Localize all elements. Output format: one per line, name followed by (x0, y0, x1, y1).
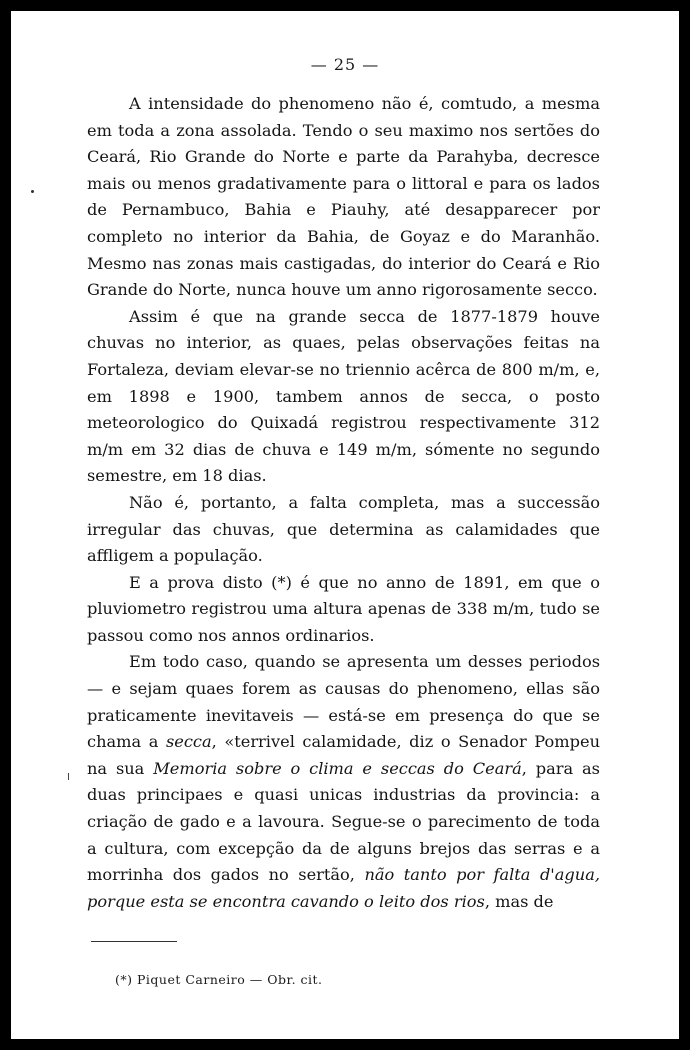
paragraph-segment: A intensidade do phenomeno não é, comtudo, a mesma em toda a zona assolada. Tendo o seu maximo nos sertões do Ceará, Rio Grande do Norte e parte da Parahyba, decresce mais ou menos gradativamente para o littoral e para os lados de Pernambuco, Bahia e Piauhy, até desapparecer por completo no interior da Bahia, de Goyaz e do Maranhão. Mesmo nas zonas mais castigadas, do interior do Ceará e Rio Grande do Norte, nunca houve um anno rigorosamente secco. (87, 94, 600, 300)
paragraph-5 (87, 649, 600, 915)
paragraph-2 (87, 304, 600, 490)
paragraph-segment: Não é, portanto, a falta completa, mas a successão irregular das chuvas, que determina as calamidades que affligem a população. (87, 492, 600, 566)
margin-speck (68, 773, 69, 780)
paragraph-segment: , mas de (484, 891, 554, 911)
paragraph-segment: , para as duas principaes e quasi unicas industrias da provincia: a criação de gado e a lavoura. Segue-se o parecimento de toda a cultura, com excepção da de alguns brejos das serras e a morrinha dos gados no sertão, (87, 758, 600, 885)
footnote: (*) Piquet Carneiro — Obr. cit. (115, 972, 323, 987)
body-text (87, 91, 600, 915)
paragraph-3 (87, 490, 600, 570)
page-number: — 25 — (310, 55, 380, 74)
paragraph-segment: , «terrivel calamidade, diz o Senador Pompeu na sua (87, 732, 600, 778)
paragraph-4 (87, 570, 600, 650)
paragraph-1 (87, 91, 600, 304)
italic-term-secca: secca (165, 732, 212, 752)
paragraph-segment: E a prova disto (*) é que no anno de 1891, em que o pluviometro registrou uma altura apenas de 338 m/m, tudo se passou como nos annos ordinarios. (87, 572, 600, 645)
footnote-divider (91, 941, 177, 942)
document-page (11, 11, 679, 1039)
paragraph-segment: Em todo caso, quando se apresenta um desses periodos — e sejam quaes forem as causas do phenomeno, ellas são praticamente inevitaveis — está-se em presença do que se chama a (87, 652, 600, 752)
italic-book-title: Memoria sobre o clima e seccas do Ceará (153, 758, 522, 778)
margin-speck (31, 190, 34, 193)
italic-quote: não tanto por falta d'agua, porque esta se encontra cavando o leito dos rios (87, 865, 600, 911)
paragraph-segment: Assim é que na grande secca de 1877-1879 houve chuvas no interior, as quaes, pelas observações feitas na Fortaleza, deviam elevar-se no triennio acêrca de 800 m/m, e, em 1898 e 1900, tambem annos de secca, o posto meteorologico do Quixadá registrou respectivamente 312 m/m em 32 dias de chuva e 149 m/m, sómente no segundo semestre, em 18 dias. (87, 306, 600, 486)
